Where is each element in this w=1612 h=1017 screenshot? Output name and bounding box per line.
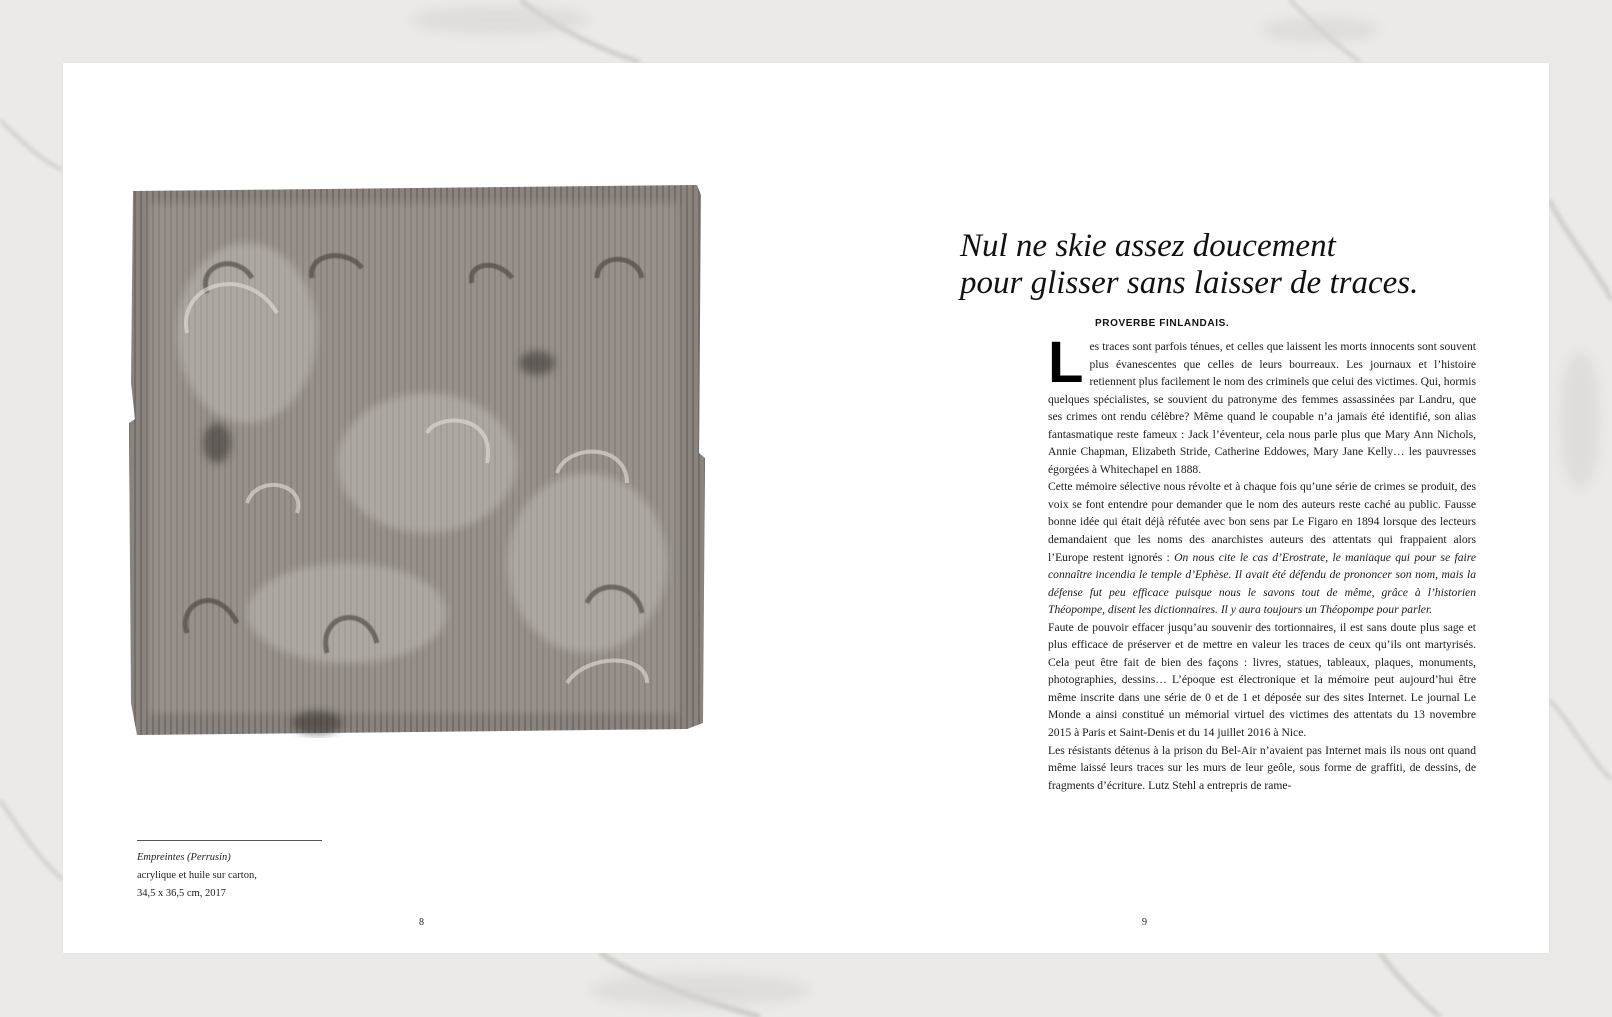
epigraph-quote xyxy=(960,228,1480,302)
caption-title: Empreintes (Perrusin) xyxy=(137,852,231,863)
paragraph-2-quote: On nous cite le cas d’Erostrate, le maniaque qui pour se faire connaître incendia le temple d’Ephèse. Il avait été défendu de prononcer son nom, mais la défense fut peu efficace puisque nous le savons tout de même, grâce à l’historien Théopompe, disent les dictionnaires. Il y aura toujours un Théopompe pour parler. xyxy=(1048,550,1476,617)
paragraph-1-text: es traces sont parfois ténues, et celles que laissent les morts innocents sont souvent plus évanescentes que celles de leurs bourreaux. Les journaux et l’histoire retiennent plus facilement le nom des criminels que celui des victimes. Qui, hormis quelques spécialistes, se souvient du patronyme des femmes assassinées par Landru, que ses crimes ont rendu célèbre? Même quand le coupable n’a jamais été identifié, son alias fantasmatique reste fameux : Jack l’éventeur, cela nous parle plus que Mary Ann Nichols, Annie Chapman, Elizabeth Stride, Catherine Eddowes, Mary Jane Kelly… les pauvresses égorgées à Whitechapel en 1888. xyxy=(1048,340,1476,476)
book-spread xyxy=(63,63,1549,953)
caption-divider xyxy=(137,840,322,841)
drop-cap: L xyxy=(1048,330,1084,395)
page-number-right: 9 xyxy=(1142,917,1147,928)
paragraph-2-text: Cette mémoire sélective nous révolte et à chaque fois qu’une série de crimes se produit, des voix se font entendre pour demander que le nom des auteurs reste caché au public. Fausse bonne idée qui était déjà réfutée avec bon sens par Le Figaro en 1894 lorsque des lecteurs demandaient que les noms des anarchistes auteurs des attentats qui frappaient alors l’Europe restent ignorés : xyxy=(1048,480,1476,564)
caption-dimensions: 34,5 x 36,5 cm, 2017 xyxy=(137,888,226,899)
artwork-caption xyxy=(137,849,397,903)
quote-source: PROVERBE FINLANDAIS. xyxy=(1095,318,1230,329)
body-text xyxy=(1048,330,1476,794)
quote-line-1: Nul ne skie assez doucement xyxy=(960,228,1336,264)
caption-medium: acrylique et huile sur carton, xyxy=(137,870,257,881)
paragraph-2 xyxy=(1048,478,1476,618)
page-number-left: 8 xyxy=(419,917,424,928)
paragraph-4: Les résistants détenus à la prison du Bel-Air n’avaient pas Internet mais ils nous ont quand même laissé leurs traces sur les murs de leur geôle, sous forme de graffiti, de dessins, de fragments d’écriture. Lutz Stehl a entrepris de rame- xyxy=(1048,743,1476,792)
quote-line-2: pour glisser sans laisser de traces. xyxy=(960,265,1419,301)
paragraph-1 xyxy=(1048,330,1476,478)
paragraph-3: Faute de pouvoir effacer jusqu’au souvenir des tortionnaires, il est sans doute plus sage et plus efficace de préserver et de mettre en valeur les traces de ceux qu’ils ont martyrisés. Cela peut être fait de bien des façons : livres, statues, tableaux, plaques, monuments, photographies, dessins… L’époque est électronique et la mémoire peut aujourd’hui être même inscrite dans une série de 0 et de 1 et déposée sur des sites Internet. Le journal Le Monde a ainsi constitué un mémorial virtuel des victimes des attentats du 13 novembre 2015 à Paris et Saint-Denis et du 14 juillet 2016 à Nice. xyxy=(1048,620,1476,740)
painting-empreintes xyxy=(127,183,707,738)
